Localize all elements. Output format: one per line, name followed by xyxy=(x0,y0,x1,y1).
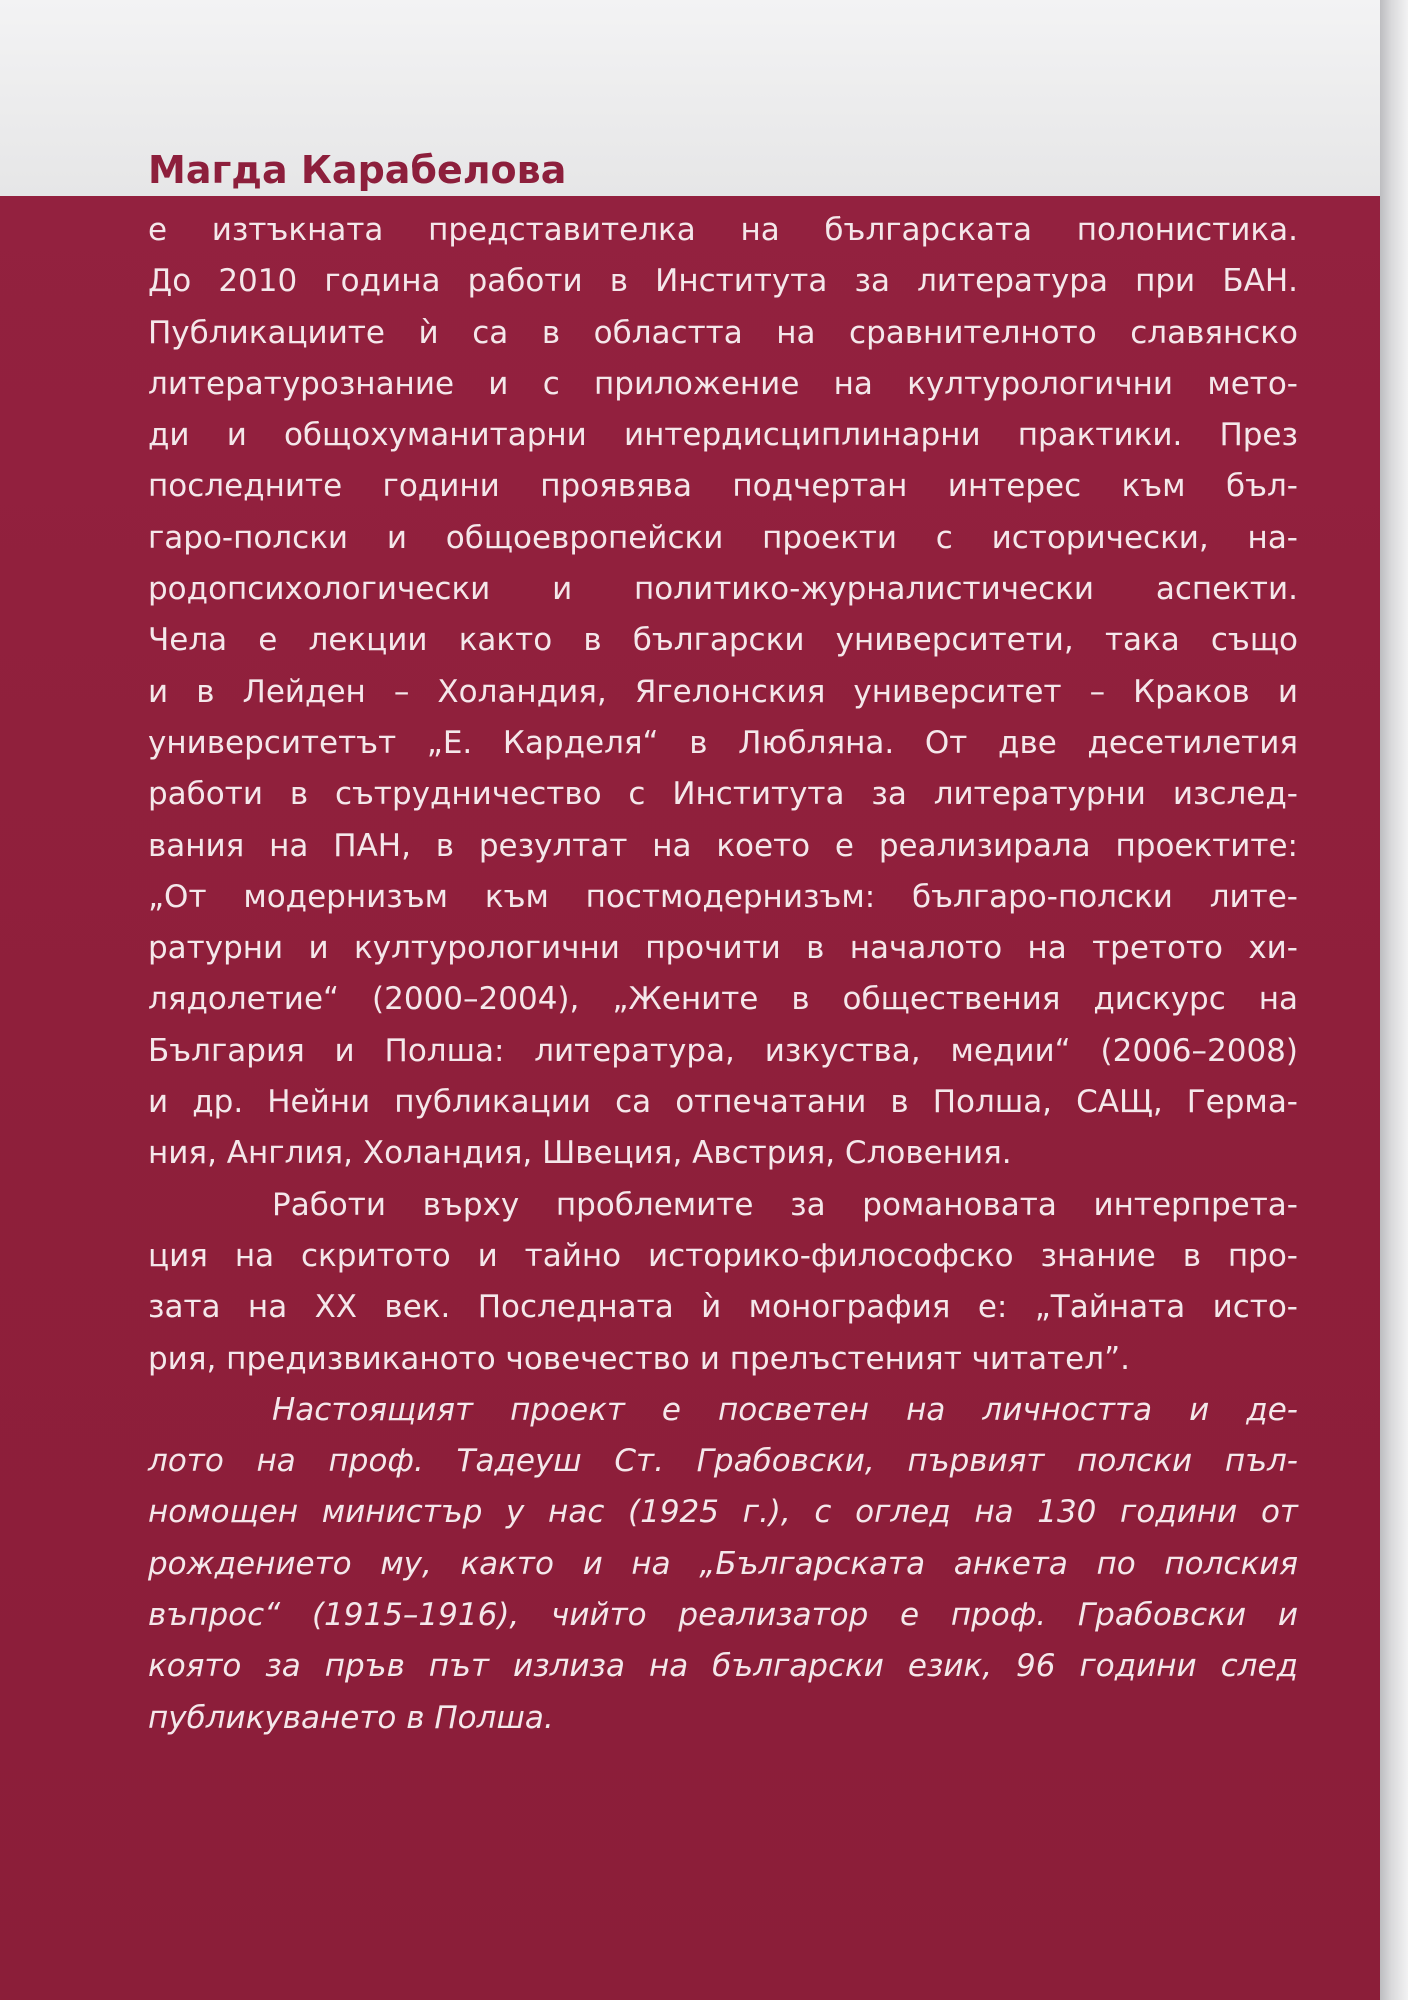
text-line: и в Лейден – Холандия, Ягелонския университет – Краков и xyxy=(148,673,1298,710)
author-name: Магда Карабелова xyxy=(148,148,567,192)
text-line: Настоящият проект е посветен на личността и де- xyxy=(272,1391,1298,1428)
text-line: България и Полша: литература, изкуства, медии“ (2006–2008) xyxy=(148,1032,1298,1069)
bio-paragraph-3-project xyxy=(148,1385,1298,1744)
text-line: университетът „Е. Карделя“ в Любляна. От две десетилетия xyxy=(148,724,1298,761)
text-line: зата на ХХ век. Последната ѝ монография е: „Тайната исто- xyxy=(148,1289,1298,1326)
text-line: работи в сътрудничество с Института за литературни изслед- xyxy=(148,776,1298,813)
text-line: лядолетие“ (2000–2004), „Жените в обществения дискурс на xyxy=(148,981,1298,1018)
text-line: въпрос“ (1915–1916), чийто реализатор е проф. Грабовски и xyxy=(148,1597,1298,1634)
text-line: рождението му, както и на „Българската анкета по полския xyxy=(148,1545,1298,1582)
text-line: Чела е лекции както в български университети, така също xyxy=(148,622,1298,659)
text-line: е изтъкната представителка на българската полонистика. xyxy=(148,212,1298,248)
text-line: ния, Англия, Холандия, Швеция, Австрия, Словения. xyxy=(148,1135,1012,1172)
text-line: Публикациите ѝ са в областта на сравнителното славянско xyxy=(148,314,1298,351)
bio-paragraph-1 xyxy=(148,205,1298,1180)
bio-paragraph-2 xyxy=(148,1180,1298,1385)
text-line: номощен министър у нас (1925 г.), с оглед на 130 години от xyxy=(148,1494,1298,1531)
text-line: вания на ПАН, в резултат на което е реализирала проектите: xyxy=(148,827,1298,864)
author-biography xyxy=(148,205,1298,1744)
text-line: и др. Нейни публикации са отпечатани в Полша, САЩ, Герма- xyxy=(148,1084,1298,1121)
text-line: последните години проявява подчертан интерес към бъл- xyxy=(148,468,1298,505)
text-line: До 2010 година работи в Института за литература при БАН. xyxy=(148,263,1298,300)
text-line: рия, предизвиканото човечество и прелъстеният читател”. xyxy=(148,1340,1130,1377)
text-line: литературознание и с приложение на културологични мето- xyxy=(148,365,1298,402)
text-line: публикуването в Полша. xyxy=(148,1699,554,1736)
text-line: ратурни и културологични прочити в началото на третото хи- xyxy=(148,930,1298,967)
text-line: гаро-полски и общоевропейски проекти с исторически, на- xyxy=(148,519,1298,556)
text-line: която за пръв път излиза на български език, 96 години след xyxy=(148,1648,1298,1685)
text-line: ди и общохуманитарни интердисциплинарни практики. През xyxy=(148,417,1298,454)
cover-right-edge xyxy=(1380,0,1408,2000)
text-line: лото на проф. Тадеуш Ст. Грабовски, първият полски пъл- xyxy=(148,1443,1298,1480)
text-line: Работи върху проблемите за романовата интерпрета- xyxy=(272,1186,1298,1223)
text-line: „От модернизъм към постмодернизъм: българо-полски лите- xyxy=(148,878,1298,915)
text-line: родопсихологически и политико-журналистически аспекти. xyxy=(148,571,1298,608)
text-line: ция на скритото и тайно историко-философско знание в про- xyxy=(148,1237,1298,1274)
